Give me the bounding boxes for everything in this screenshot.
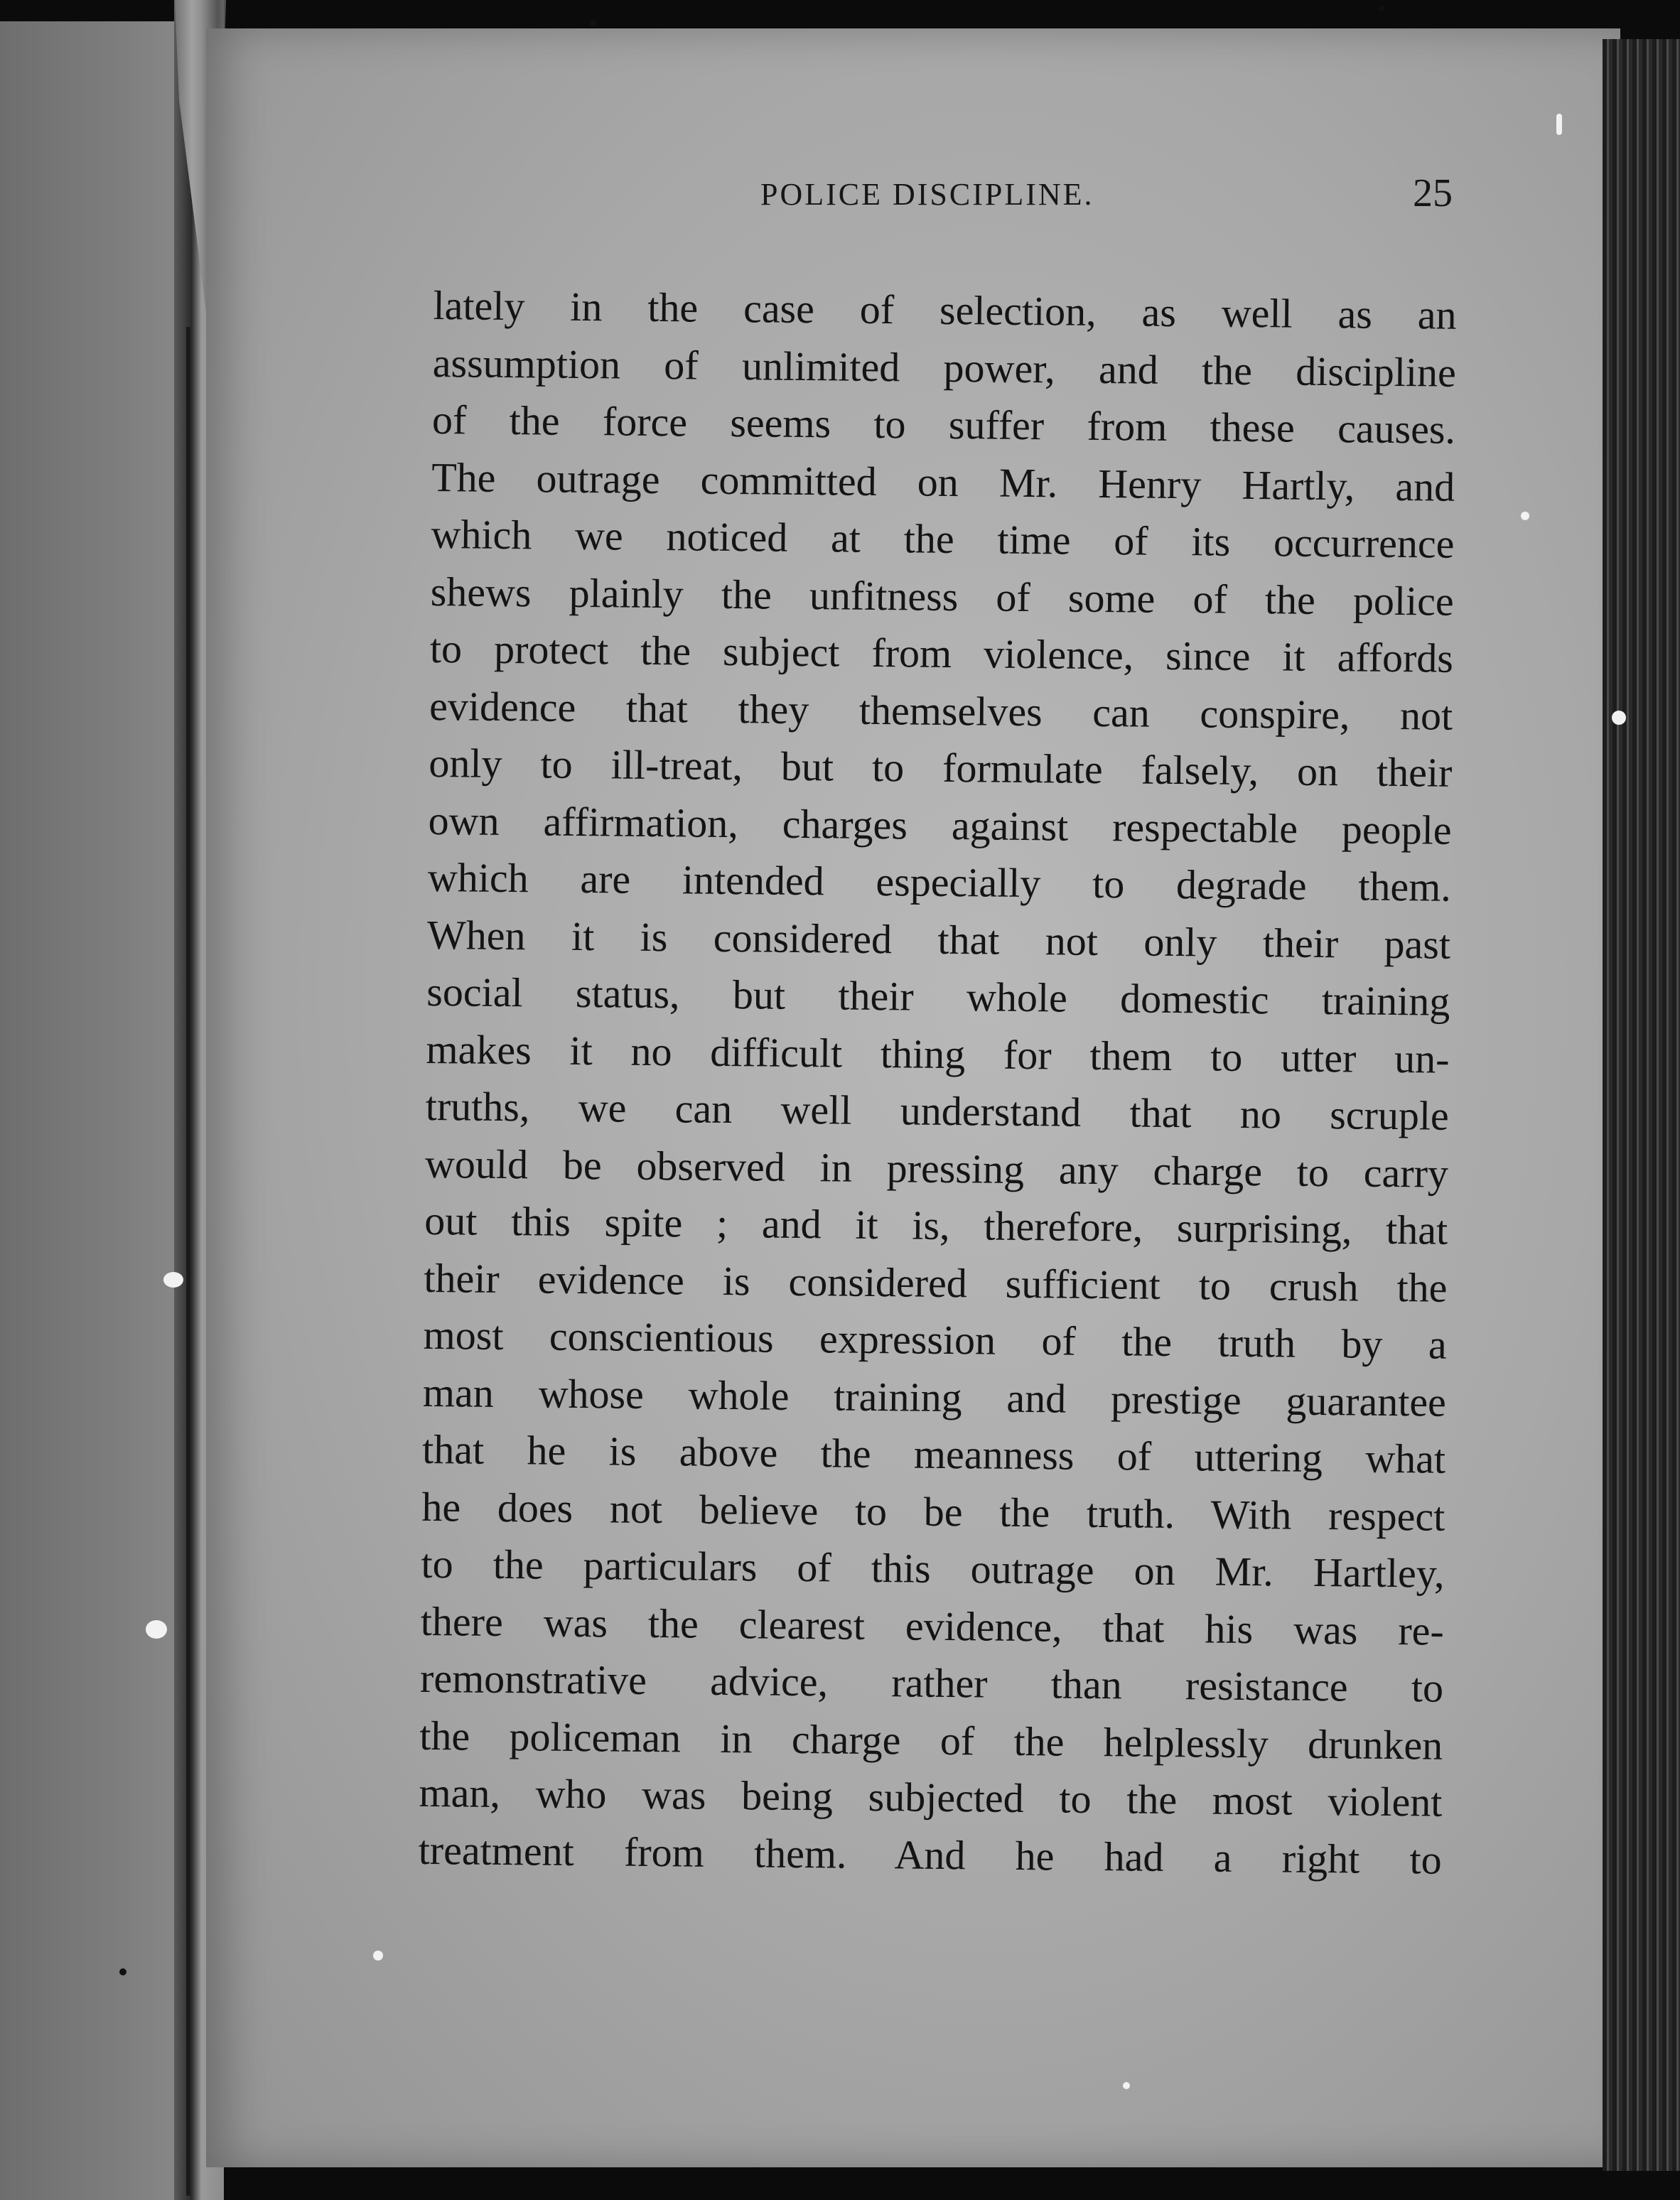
text-line: shews plainly the unfitness of some of the police: [430, 568, 1455, 625]
text-line: social status, but their whole domestic training: [426, 968, 1450, 1025]
text-line: to protect the subject from violence, since it affords: [429, 625, 1454, 681]
ink-speck: [1379, 6, 1384, 11]
text-line: their evidence is considered sufficient to crush the: [424, 1254, 1448, 1311]
text-line: man, who was being subjected to the most violent: [419, 1769, 1443, 1826]
text-line: treatment from them. And he had a right to: [418, 1826, 1443, 1883]
text-line: that he is above the meanness of uttering what: [421, 1425, 1446, 1482]
text-line: man whose whole training and prestige guarantee: [422, 1369, 1447, 1425]
text-line: to the particulars of this outrage on Mr. Hartley,: [421, 1540, 1445, 1597]
text-line: only to ill-treat, but to formulate falsely, on their: [429, 739, 1453, 796]
ink-speck: [590, 20, 597, 27]
text-line: would be observed in pressing any charge to carry: [424, 1140, 1449, 1197]
text-line: which we noticed at the time of its occurrence: [431, 510, 1455, 567]
text-line: which are intended especially to degrade them.: [427, 853, 1452, 910]
text-line: he does not believe to be the truth. With respect: [421, 1483, 1445, 1540]
page-number: 25: [1413, 171, 1453, 215]
text-line: assumption of unlimited power, and the discipline: [432, 339, 1457, 396]
text-line: truths, we can well understand that no scruple: [425, 1082, 1450, 1139]
dust-speck: [1521, 512, 1529, 520]
dust-speck: [163, 1272, 183, 1288]
dust-speck: [1123, 2082, 1130, 2089]
text-line: of the force seems to suffer from these causes.: [431, 396, 1456, 453]
dust-speck: [146, 1620, 167, 1639]
text-line: When it is considered that not only their past: [426, 911, 1451, 968]
text-line: most conscientious expression of the truth by a: [423, 1311, 1447, 1368]
left-facing-page: [0, 21, 195, 2200]
running-title: POLICE DISCIPLINE.: [760, 177, 1094, 212]
dust-speck: [373, 1951, 383, 1961]
dust-speck: [1612, 711, 1626, 725]
body-text: [418, 277, 1457, 1889]
text-line: remonstrative advice, rather than resistance to: [419, 1654, 1444, 1711]
page-stack-edge: [1603, 39, 1680, 2171]
text-line: makes it no difficult thing for them to utter un-: [426, 1025, 1450, 1082]
text-line: there was the clearest evidence, that his was re-: [420, 1597, 1445, 1654]
text-line: own affirmation, charges against respectable people: [428, 797, 1452, 853]
text-line: out this spite ; and it is, therefore, surprising, that: [424, 1197, 1448, 1253]
dust-speck: [1556, 114, 1562, 135]
text-line: the policeman in charge of the helplessly drunken: [419, 1712, 1443, 1769]
text-line: evidence that they themselves can conspire, not: [429, 682, 1453, 739]
text-line: The outrage committed on Mr. Henry Hartly, and: [431, 453, 1455, 510]
ink-speck: [119, 1968, 126, 1975]
text-line: lately in the case of selection, as well as an: [433, 281, 1457, 338]
binding-crease: [186, 327, 190, 2196]
